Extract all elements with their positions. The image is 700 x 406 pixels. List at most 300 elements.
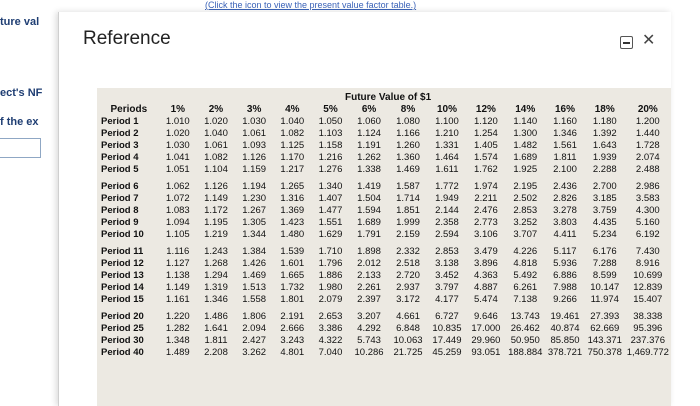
table-cell: 1.407 <box>318 193 343 204</box>
table-cell: 1.319 <box>204 282 228 293</box>
table-cell: 17.000 <box>471 323 501 334</box>
table-cell: 1.262 <box>357 152 381 163</box>
table-row <box>99 282 671 294</box>
column-header-rate: 14% <box>515 104 536 115</box>
table-cell: 1.558 <box>242 294 267 305</box>
table-cell: 1.127 <box>165 258 190 269</box>
table-cell: 2.502 <box>513 193 538 204</box>
table-cell: 5.234 <box>592 229 617 240</box>
table-cell: 26.462 <box>510 323 540 334</box>
table-cell: 1,469.772 <box>626 347 669 358</box>
future-value-table <box>99 104 671 359</box>
table-cell: 1.219 <box>204 229 228 240</box>
table-cell: 17.449 <box>432 335 462 346</box>
row-label: Period 11 <box>101 246 144 257</box>
table-row <box>99 152 671 164</box>
table-cell: 1.160 <box>553 116 577 127</box>
column-header-rate: 6% <box>361 104 377 115</box>
table-cell: 1.126 <box>242 152 267 163</box>
table-cell: 1.949 <box>435 193 459 204</box>
table-cell: 3.759 <box>592 205 617 216</box>
minimize-button[interactable] <box>620 36 633 49</box>
table-cell: 1.344 <box>242 229 267 240</box>
table-cell: 29.960 <box>471 335 501 346</box>
table-cell: 1.020 <box>204 116 228 127</box>
table-cell: 1.504 <box>357 193 381 204</box>
table-cell: 2.079 <box>318 294 343 305</box>
table-cell: 4.300 <box>635 205 660 216</box>
row-label: Period 2 <box>101 128 139 139</box>
table-cell: 1.138 <box>165 270 190 281</box>
table-cell: 1.170 <box>280 152 305 163</box>
table-cell: 2.397 <box>357 294 381 305</box>
table-cell: 1.276 <box>318 164 343 175</box>
table-cell: 2.288 <box>592 164 617 175</box>
table-cell: 93.051 <box>471 347 501 358</box>
table-cell: 2.191 <box>280 311 305 322</box>
table-cell: 1.898 <box>357 246 381 257</box>
column-header-rate: 5% <box>323 104 338 115</box>
table-cell: 4.435 <box>592 217 617 228</box>
table-cell: 2.358 <box>435 217 459 228</box>
table-cell: 1.732 <box>280 282 305 293</box>
table-cell: 2.853 <box>513 205 538 216</box>
table-cell: 1.020 <box>165 128 190 139</box>
table-cell: 40.874 <box>550 323 580 334</box>
row-label: Period 14 <box>101 282 144 293</box>
table-cell: 1.974 <box>474 181 498 192</box>
table-cell: 6.261 <box>513 282 538 293</box>
table-cell: 3.252 <box>513 217 538 228</box>
table-cell: 3.172 <box>396 294 420 305</box>
table-cell: 750.378 <box>587 347 622 358</box>
row-label: Period 30 <box>101 335 144 346</box>
column-header-rate: 12% <box>475 104 496 115</box>
table-cell: 1.140 <box>513 116 538 127</box>
table-cell: 4.363 <box>474 270 498 281</box>
table-cell: 1.611 <box>435 164 459 175</box>
table-cell: 2.436 <box>553 181 577 192</box>
table-cell: 1.172 <box>204 205 228 216</box>
table-cell: 6.727 <box>435 311 459 322</box>
table-cell: 1.641 <box>204 323 228 334</box>
table-cell: 8.599 <box>592 270 617 281</box>
table-cell: 7.288 <box>592 258 617 269</box>
table-cell: 1.482 <box>513 140 538 151</box>
table-cell: 38.338 <box>633 311 663 322</box>
table-cell: 1.925 <box>513 164 538 175</box>
table-cell: 1.331 <box>435 140 459 151</box>
table-cell: 1.217 <box>280 164 305 175</box>
table-cell: 7.430 <box>635 246 660 257</box>
table-cell: 1.348 <box>165 335 190 346</box>
table-cell: 1.762 <box>474 164 498 175</box>
table-cell: 9.266 <box>553 294 577 305</box>
table-cell: 1.811 <box>204 335 228 346</box>
table-cell: 1.040 <box>280 116 305 127</box>
column-header-rate: 8% <box>400 104 416 115</box>
table-cell: 1.405 <box>474 140 498 151</box>
table-cell: 1.714 <box>396 193 420 204</box>
table-cell: 12.839 <box>633 282 663 293</box>
table-row <box>99 294 671 306</box>
table-cell: 2.012 <box>357 258 381 269</box>
table-cell: 45.259 <box>432 347 462 358</box>
column-header-rate: 1% <box>170 104 186 115</box>
table-cell: 1.072 <box>165 193 190 204</box>
row-label: Period 5 <box>101 164 139 175</box>
row-label: Period 40 <box>101 347 144 358</box>
table-cell: 1.423 <box>280 217 305 228</box>
table-cell: 1.689 <box>357 217 381 228</box>
table-cell: 1.051 <box>165 164 190 175</box>
table-cell: 19.461 <box>550 311 580 322</box>
table-cell: 1.340 <box>318 181 343 192</box>
table-cell: 2.476 <box>474 205 498 216</box>
table-cell: 1.216 <box>318 152 343 163</box>
table-cell: 2.144 <box>435 205 459 216</box>
table-cell: 3.386 <box>318 323 343 334</box>
table-cell: 6.192 <box>635 229 660 240</box>
table-cell: 7.138 <box>513 294 538 305</box>
table-cell: 5.492 <box>513 270 538 281</box>
table-cell: 2.208 <box>204 347 228 358</box>
table-cell: 3.262 <box>242 347 267 358</box>
table-cell: 5.743 <box>357 335 381 346</box>
table-cell: 1.103 <box>318 128 343 139</box>
table-cell: 1.574 <box>474 152 498 163</box>
table-row <box>99 205 671 217</box>
table-cell: 3.452 <box>435 270 459 281</box>
table-cell: 1.665 <box>280 270 305 281</box>
table-cell: 1.080 <box>396 116 420 127</box>
table-cell: 1.105 <box>165 229 190 240</box>
table-cell: 1.728 <box>635 140 660 151</box>
table-cell: 1.294 <box>204 270 228 281</box>
table-cell: 1.120 <box>474 116 498 127</box>
table-cell: 4.818 <box>513 258 538 269</box>
row-label: Period 6 <box>101 181 139 192</box>
table-cell: 1.180 <box>592 116 617 127</box>
table-header-row <box>99 104 671 116</box>
row-label: Period 12 <box>101 258 144 269</box>
table-cell: 13.743 <box>510 311 540 322</box>
table-cell: 2.488 <box>635 164 660 175</box>
table-cell: 1.851 <box>396 205 420 216</box>
column-header-rate: 16% <box>555 104 576 115</box>
table-cell: 1.062 <box>165 181 190 192</box>
table-cell: 1.587 <box>396 181 420 192</box>
table-cell: 2.159 <box>396 229 420 240</box>
table-cell: 1.195 <box>204 217 228 228</box>
table-cell: 3.207 <box>357 311 381 322</box>
dialog-title: Reference <box>83 28 171 49</box>
row-label: Period 1 <box>101 116 139 127</box>
present-value-table-link[interactable]: (Click the icon to view the present value factor table.) <box>205 0 417 10</box>
table-cell: 1.161 <box>165 294 190 305</box>
table-cell: 1.124 <box>357 128 381 139</box>
row-label: Period 15 <box>101 294 144 305</box>
table-cell: 1.801 <box>280 294 305 305</box>
table-cell: 10.063 <box>393 335 423 346</box>
table-cell: 1.513 <box>242 282 267 293</box>
row-label: Period 8 <box>101 205 139 216</box>
table-cell: 2.094 <box>242 323 267 334</box>
table-cell: 1.191 <box>357 140 381 151</box>
table-cell: 1.419 <box>357 181 381 192</box>
table-row <box>99 193 671 205</box>
table-cell: 1.166 <box>396 128 420 139</box>
table-cell: 15.407 <box>633 294 663 305</box>
background-text-1: ture val <box>0 16 40 28</box>
table-cell: 2.211 <box>474 193 498 204</box>
table-cell: 3.138 <box>435 258 459 269</box>
table-cell: 1.300 <box>513 128 538 139</box>
table-cell: 1.082 <box>204 152 228 163</box>
background-text-3: f the ex <box>0 116 39 128</box>
table-row <box>99 164 671 176</box>
table-cell: 1.194 <box>242 181 267 192</box>
table-cell: 1.791 <box>357 229 381 240</box>
table-cell: 1.254 <box>474 128 498 139</box>
table-cell: 1.200 <box>635 116 660 127</box>
table-cell: 188.884 <box>508 347 543 358</box>
table-cell: 1.040 <box>204 128 228 139</box>
table-cell: 8.916 <box>635 258 660 269</box>
table-cell: 1.594 <box>357 205 381 216</box>
table-cell: 1.561 <box>553 140 577 151</box>
table-cell: 2.853 <box>435 246 459 257</box>
table-cell: 1.489 <box>165 347 190 358</box>
row-label: Period 20 <box>101 311 144 322</box>
table-cell: 1.268 <box>204 258 228 269</box>
table-cell: 2.332 <box>396 246 420 257</box>
background-answer-input[interactable] <box>0 138 41 158</box>
table-cell: 4.322 <box>318 335 343 346</box>
table-cell: 4.292 <box>357 323 381 334</box>
table-cell: 378.721 <box>547 347 583 358</box>
table-row <box>99 347 671 359</box>
table-cell: 1.210 <box>435 128 459 139</box>
row-label: Period 3 <box>101 140 139 151</box>
row-label: Period 10 <box>101 229 144 240</box>
table-cell: 1.886 <box>318 270 343 281</box>
table-cell: 1.469 <box>242 270 267 281</box>
table-row <box>99 140 671 152</box>
table-row <box>99 335 671 347</box>
table-cell: 1.710 <box>318 246 343 257</box>
table-cell: 1.629 <box>318 229 343 240</box>
table-cell: 21.725 <box>393 347 423 358</box>
table-cell: 1.480 <box>280 229 305 240</box>
table-cell: 3.278 <box>553 205 577 216</box>
table-title: Future Value of $1 <box>345 92 432 103</box>
table-cell: 1.346 <box>553 128 577 139</box>
close-button[interactable]: ✕ <box>642 32 656 49</box>
table-cell: 1.689 <box>513 152 538 163</box>
table-cell: 1.426 <box>242 258 267 269</box>
table-cell: 10.699 <box>633 270 663 281</box>
table-cell: 4.177 <box>435 294 459 305</box>
table-cell: 1.539 <box>280 246 305 257</box>
table-row <box>99 128 671 140</box>
table-cell: 6.176 <box>592 246 617 257</box>
table-cell: 4.801 <box>280 347 305 358</box>
reference-dialog <box>58 12 671 406</box>
table-cell: 1.811 <box>553 152 577 163</box>
table-cell: 2.720 <box>396 270 420 281</box>
table-cell: 1.477 <box>318 205 343 216</box>
table-cell: 95.396 <box>633 323 663 334</box>
table-cell: 2.100 <box>553 164 577 175</box>
table-cell: 1.125 <box>280 140 305 151</box>
row-label: Period 7 <box>101 193 139 204</box>
table-cell: 1.643 <box>592 140 617 151</box>
table-cell: 3.185 <box>592 193 617 204</box>
table-cell: 1.338 <box>357 164 381 175</box>
table-cell: 2.937 <box>396 282 420 293</box>
table-cell: 2.826 <box>553 193 577 204</box>
column-header-rate: 2% <box>208 104 224 115</box>
table-cell: 1.149 <box>165 282 190 293</box>
table-row <box>99 241 671 258</box>
table-cell: 7.988 <box>553 282 577 293</box>
table-cell: 5.936 <box>553 258 577 269</box>
table-cell: 1.601 <box>280 258 305 269</box>
table-cell: 3.797 <box>435 282 459 293</box>
table-cell: 1.551 <box>318 217 343 228</box>
row-label: Period 4 <box>101 152 139 163</box>
table-cell: 5.474 <box>474 294 498 305</box>
table-cell: 3.896 <box>474 258 498 269</box>
table-cell: 2.594 <box>435 229 459 240</box>
table-cell: 1.149 <box>204 193 228 204</box>
table-cell: 1.980 <box>318 282 343 293</box>
table-cell: 1.469 <box>396 164 420 175</box>
table-cell: 1.305 <box>242 217 267 228</box>
table-cell: 3.479 <box>474 246 498 257</box>
table-cell: 10.286 <box>354 347 384 358</box>
table-cell: 1.060 <box>357 116 381 127</box>
row-label: Period 9 <box>101 217 139 228</box>
row-label: Period 13 <box>101 270 144 281</box>
table-cell: 1.392 <box>592 128 617 139</box>
table-cell: 2.666 <box>280 323 305 334</box>
table-cell: 1.030 <box>242 116 267 127</box>
table-cell: 1.100 <box>435 116 459 127</box>
table-cell: 4.411 <box>553 229 577 240</box>
table-cell: 1.030 <box>165 140 190 151</box>
table-cell: 1.061 <box>242 128 267 139</box>
table-cell: 2.133 <box>357 270 381 281</box>
table-cell: 62.669 <box>590 323 620 334</box>
table-cell: 1.061 <box>204 140 228 151</box>
table-row <box>99 217 671 229</box>
table-cell: 4.661 <box>396 311 420 322</box>
table-cell: 1.260 <box>396 140 420 151</box>
table-cell: 9.646 <box>474 311 498 322</box>
table-cell: 1.159 <box>242 164 267 175</box>
table-row <box>99 270 671 282</box>
table-cell: 85.850 <box>550 335 580 346</box>
table-cell: 2.518 <box>396 258 420 269</box>
table-row <box>99 116 671 128</box>
table-cell: 1.999 <box>396 217 420 228</box>
table-row <box>99 323 671 335</box>
table-cell: 1.243 <box>204 246 228 257</box>
column-header-rate: 3% <box>246 104 262 115</box>
table-cell: 2.074 <box>635 152 660 163</box>
table-cell: 3.243 <box>280 335 305 346</box>
table-cell: 1.041 <box>165 152 190 163</box>
table-row <box>99 176 671 193</box>
column-header-rate: 4% <box>285 104 300 115</box>
table-cell: 1.464 <box>435 152 459 163</box>
table-cell: 3.803 <box>553 217 577 228</box>
table-cell: 1.050 <box>318 116 343 127</box>
table-cell: 2.427 <box>242 335 267 346</box>
table-cell: 1.104 <box>204 164 228 175</box>
table-cell: 1.093 <box>242 140 267 151</box>
table-cell: 7.040 <box>318 347 343 358</box>
table-cell: 1.282 <box>165 323 190 334</box>
table-cell: 1.939 <box>592 152 617 163</box>
background-page <box>0 12 58 406</box>
table-cell: 1.796 <box>318 258 343 269</box>
table-cell: 6.886 <box>553 270 577 281</box>
table-row <box>99 229 671 241</box>
table-row <box>99 258 671 270</box>
table-cell: 1.267 <box>242 205 267 216</box>
table-row <box>99 306 671 323</box>
table-cell: 27.393 <box>590 311 620 322</box>
table-cell: 1.806 <box>242 311 267 322</box>
table-cell: 1.265 <box>280 181 305 192</box>
table-cell: 1.094 <box>165 217 190 228</box>
table-cell: 4.887 <box>474 282 498 293</box>
table-cell: 1.126 <box>204 181 228 192</box>
column-header-periods: Periods <box>110 104 148 115</box>
table-cell: 50.950 <box>510 335 540 346</box>
table-cell: 1.010 <box>165 116 190 127</box>
table-cell: 2.700 <box>592 181 617 192</box>
table-cell: 3.106 <box>474 229 498 240</box>
table-cell: 3.583 <box>635 193 660 204</box>
table-cell: 11.974 <box>590 294 619 305</box>
table-cell: 1.440 <box>635 128 660 139</box>
background-text-2: ect's NF <box>0 87 43 99</box>
table-cell: 237.376 <box>630 335 665 346</box>
column-header-rate: 20% <box>637 104 658 115</box>
row-label: Period 25 <box>101 323 144 334</box>
table-cell: 2.986 <box>635 181 660 192</box>
table-cell: 4.226 <box>513 246 538 257</box>
table-cell: 1.384 <box>242 246 267 257</box>
table-cell: 5.160 <box>635 217 660 228</box>
table-cell: 10.147 <box>590 282 620 293</box>
table-cell: 1.346 <box>204 294 228 305</box>
table-cell: 2.195 <box>513 181 538 192</box>
table-cell: 1.369 <box>280 205 305 216</box>
table-cell: 10.835 <box>432 323 462 334</box>
table-cell: 1.486 <box>204 311 228 322</box>
table-cell: 2.773 <box>474 217 498 228</box>
table-cell: 1.772 <box>435 181 459 192</box>
table-cell: 1.083 <box>165 205 190 216</box>
table-cell: 2.261 <box>357 282 381 293</box>
table-cell: 143.371 <box>587 335 622 346</box>
table-cell: 1.158 <box>318 140 343 151</box>
